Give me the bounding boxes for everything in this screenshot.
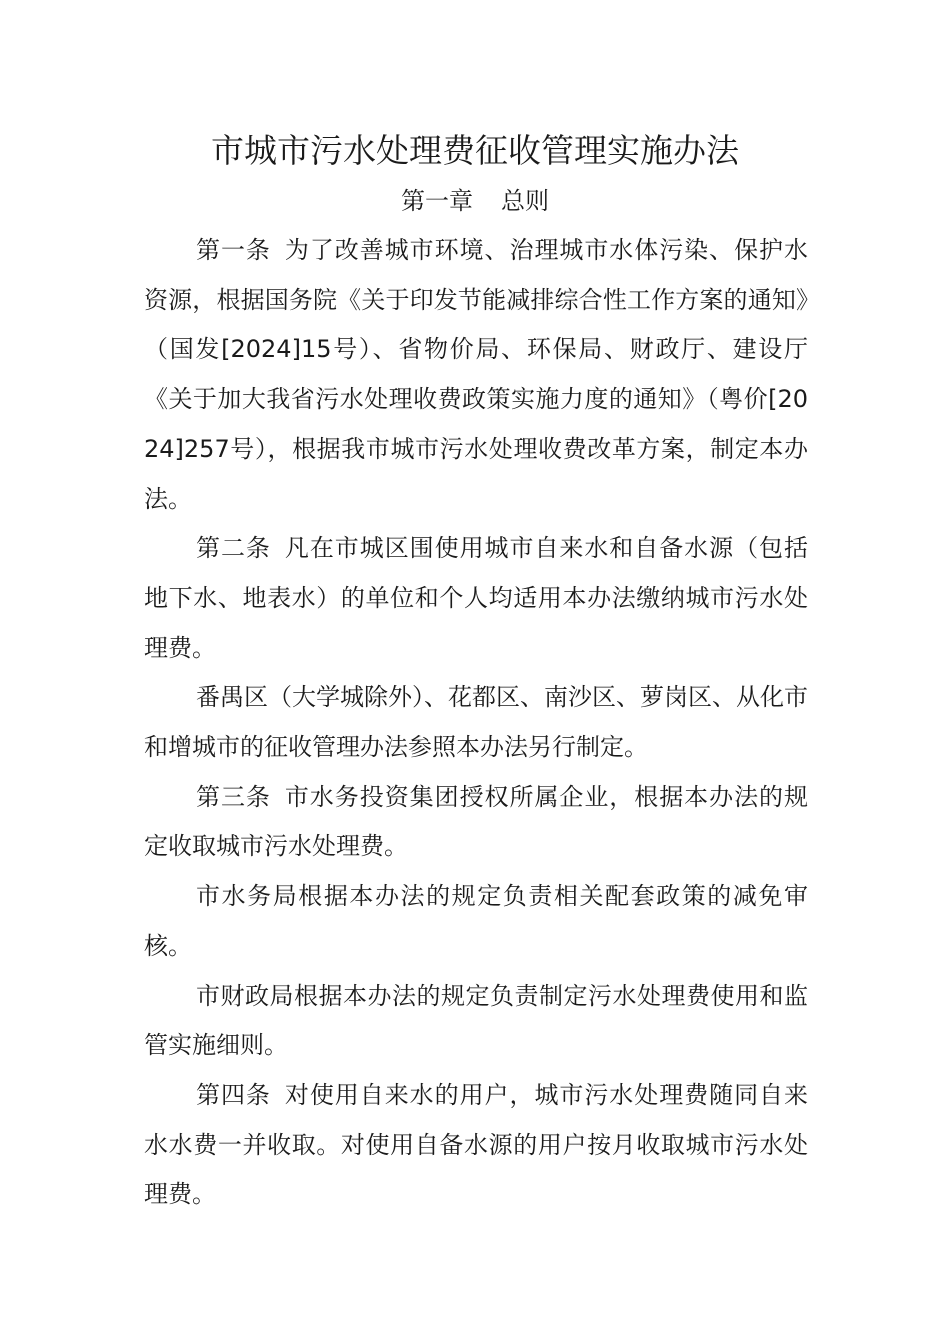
paragraph-text: 市水务局根据本办法的规定负责相关配套政策的减免审核。 (144, 882, 808, 960)
article-2-subparagraph (144, 673, 808, 772)
article-text: 凡在市城区围使用城市自来水和自备水源（包括地下水、地表水）的单位和个人均适用本办法缴纳城市污水处理费。 (144, 534, 809, 662)
article-3-subparagraph-2 (144, 972, 808, 1071)
chapter-heading (0, 184, 950, 218)
article-text: 对使用自来水的用户，城市污水处理费随同自来水水费一并收取。对使用自备水源的用户按月收取城市污水处理费。 (144, 1080, 809, 1209)
article-text: 市水务投资集团授权所属企业，根据本办法的规定收取城市污水处理费。 (144, 782, 809, 861)
document-body (144, 226, 808, 1220)
article-number: 第一条 (196, 236, 271, 264)
article-number: 第三条 (196, 782, 271, 811)
article-3-paragraph (144, 773, 808, 872)
article-1-paragraph (144, 226, 808, 524)
paragraph-text: 番禺区（大学城除外）、花都区、南沙区、萝岗区、从化市和增城市的征收管理办法参照本办法另行制定。 (144, 683, 808, 762)
article-3-subparagraph-1 (144, 872, 808, 971)
article-text: 为了改善城市环境、治理城市水体污染、保护水资源，根据国务院《关于印发节能减排综合性工作方案的通知》（国发[2024]15号）、省物价局、环保局、财政厅、建设厅《关于加大我省污水处理收费政策实施力度的通知》（粤价[2024]257号），根据我市城市污水处理收费改革方案，制定本办法。 (144, 236, 809, 513)
article-4-paragraph (144, 1071, 808, 1220)
article-number: 第四条 (196, 1080, 271, 1109)
article-number: 第二条 (196, 534, 271, 563)
chapter-number: 第一章 (401, 187, 473, 215)
article-2-paragraph (144, 524, 808, 673)
document-title: 市城市污水处理费征收管理实施办法 (211, 131, 739, 170)
paragraph-text: 市财政局根据本办法的规定负责制定污水处理费使用和监管实施细则。 (144, 981, 808, 1060)
chapter-name: 总则 (501, 187, 549, 215)
